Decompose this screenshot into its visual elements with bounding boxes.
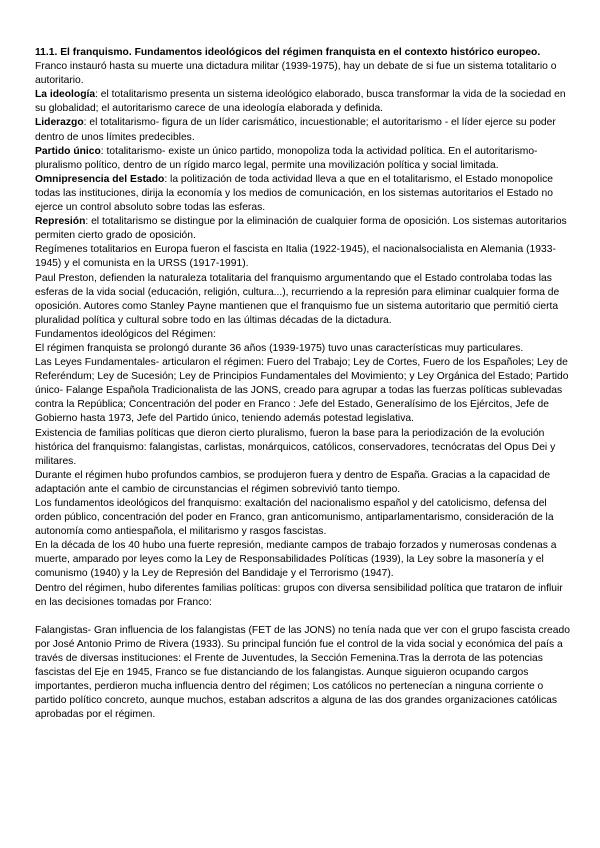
paragraph-familias: Existencia de familias políticas que dieron cierto pluralismo, fueron la base para la periodización de la evolución histórica del franquismo: falangistas, carlistas, monárquicos, católicos, conservadores, tecnócratas del Opus Dei y militares.	[35, 427, 556, 467]
text-omnipresencia: : la politización de toda actividad lleva a que en el totalitarismo, el Estado monopolice todas las instituciones, dirija la economía y los medios de comunicación, en los sistemas autoritarios el Estado no ejerce un control absoluto sobre todas las esferas.	[35, 173, 553, 214]
paragraph-decada-40: En la década de los 40 hubo una fuerte represión, mediante campos de trabajo forzados y numerosas condenas a muerte, amparado por leyes como la Ley de Responsabilidades Políticas (1939), la Ley sobre la masonería y el comunismo (1940) y la Ley de Represión del Bandidaje y el Terrorismo (1947).	[35, 540, 557, 580]
text-represion: : el totalitarismo se distingue por la eliminación de cualquier forma de oposición. Los sistemas autoritarios permiten cierto grado de oposición.	[35, 216, 567, 242]
document-title: 11.1. El franquismo. Fundamentos ideológicos del régimen franquista en el contexto histórico europeo.	[35, 47, 541, 58]
paragraph-intro: Franco instauró hasta su muerte una dictadura militar (1939-1975), hay un debate de si fue un sistema totalitario o autoritario.	[35, 61, 557, 87]
paragraph-omnipresencia	[35, 173, 570, 215]
paragraph-regimenes: Regímenes totalitarios en Europa fueron el fascista en Italia (1922-1945), el nacionalsocialista en Alemania (1933-1945) y el comunista en la URSS (1917-1991).	[35, 244, 556, 270]
blank-line	[35, 610, 570, 624]
term-partido-unico: Partido único	[35, 145, 101, 157]
term-represion: Represión	[35, 216, 86, 228]
term-ideologia: La ideología	[35, 89, 96, 101]
term-liderazgo: Liderazgo	[35, 117, 84, 129]
text-partido-unico: : totalitarismo- existe un único partido, monopoliza toda la actividad política. En el autoritarismo- pluralismo político, dentro de un rígido marco legal, permite una movilización política y social limitada.	[35, 145, 538, 171]
paragraph-liderazgo	[35, 116, 570, 144]
paragraph-fundamentos: Los fundamentos ideológicos del franquismo: exaltación del nacionalismo español y del catolicismo, defensa del orden público, concentración del poder en Franco, gran anticomunismo, antiparlamentarismo, consideración de la autonomía como antiespañola, el militarismo y rasgos fascistas.	[35, 498, 554, 538]
paragraph-leyes: Las Leyes Fundamentales- articularon el régimen: Fuero del Trabajo; Ley de Cortes, Fuero de los Españoles; Ley de Referéndum; Ley de Sucesión; Ley de Principios Fundamentales del Movimiento; y Ley Orgánica del Estado; Partido único- Falange Española Tradicionalista de las JONS, creado para agrupar a todas las fuerzas políticas sublevadas contra la República; Concentración del poder en Franco : Jefe del Estado, Generalísimo de los Ejércitos, Jefe de Gobierno hasta 1973, Jefe del Partido único, teniendo además potestad legislativa.	[35, 357, 569, 425]
paragraph-cambios: Durante el régimen hubo profundos cambios, se produjeron fuera y dentro de España. Gracias a la capacidad de adaptación ante el cambio de circunstancias el régimen sobrevivió tanto tiempo.	[35, 469, 551, 495]
paragraph-falangistas: Falangistas- Gran influencia de los falangistas (FET de las JONS) no tenía nada que ver con el grupo fascista creado por José Antonio Primo de Rivera (1933). Su principal función fue el control de la vida social y económica del país a través de diversas instituciones: el Frente de Juventudes, la Sección Femenina.Tras la derrota de las potencias fascistas del Eje en 1945, Franco se fue distanciando de los falangistas. Aunque siguieron ocupando cargos importantes, perdieron mucha influencia dentro del régimen; Los católicos no pertenecían a ninguna corriente o partido político concreto, aunque muchos, estaban adscritos a alguna de las dos grandes organizaciones católicas aprobadas por el régimen.	[35, 624, 570, 721]
text-ideologia: : el totalitarismo presenta un sistema ideológico elaborado, busca transformar la vida de la sociedad en su globalidad; el autoritarismo carece de una ideología elaborada y definida.	[35, 89, 566, 115]
paragraph-36-anos: El régimen franquista se prolongó durante 36 años (1939-1975) tuvo unas características muy particulares.	[35, 342, 524, 354]
paragraph-partido-unico	[35, 145, 570, 173]
term-omnipresencia: Omnipresencia del Estado	[35, 173, 165, 185]
paragraph-dentro: Dentro del régimen, hubo diferentes familias políticas: grupos con diversa sensibilidad política que trataron de influir en las decisiones tomadas por Franco:	[35, 582, 563, 608]
paragraph-represion	[35, 215, 570, 243]
paragraph-fundamentos-heading: Fundamentos ideológicos del Régimen:	[35, 328, 216, 340]
text-liderazgo: : el totalitarismo- figura de un líder carismático, incuestionable; el autoritarismo - el líder ejerce su poder dentro de unos límites predecibles.	[35, 117, 556, 143]
paragraph-preston: Paul Preston, defienden la naturaleza totalitaria del franquismo argumentando que el Estado controlaba todas las esferas de la vida social (educación, religión, cultura...), recurriendo a la represión para eliminar cualquier forma de oposición. Autores como Stanley Payne mantienen que el franquismo fue un sistema autoritario que permitió cierta pluralidad política y cultural sobre todo en las últimas décadas de la dictadura.	[35, 272, 560, 326]
paragraph-ideologia	[35, 88, 570, 116]
